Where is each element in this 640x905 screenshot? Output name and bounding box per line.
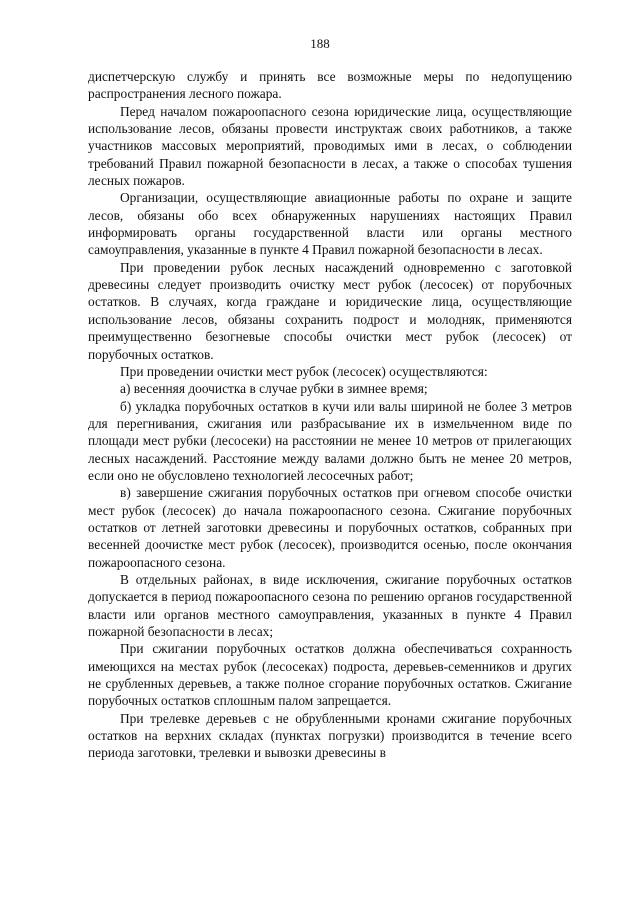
paragraph: Организации, осуществляющие авиационные работы по охране и защите лесов, обязаны обо всех обнаруженных нарушениях настоящих Правил информировать органы государственной власти или органы местного самоуправления, указанные в пункте 4 Правил пожарной безопасности в лесах.	[88, 190, 572, 258]
document-body	[88, 68, 572, 762]
paragraph: При трелевке деревьев с не обрубленными кронами сжигание порубочных остатков на верхних складах (пунктах погрузки) производится в течение всего периода заготовки, трелевки и вывозки древесины в	[88, 710, 572, 761]
paragraph: При проведении рубок лесных насаждений одновременно с заготовкой древесины следует производить очистку мест рубок (лесосек) от порубочных остатков. В случаях, когда граждане и юридические лица, осуществляющие использование лесов, обязаны сохранить подрост и молодняк, применяются преимущественно безогневые способы очистки мест рубок (лесосек) от порубочных остатков.	[88, 259, 572, 362]
paragraph-continuation: диспетчерскую службу и принять все возможные меры по недопущению распространения лесного пожара.	[88, 69, 572, 102]
list-item-b: б) укладка порубочных остатков в кучи или валы шириной не более 3 метров для перегнивания, сжигания или разбрасывание их в измельченном виде по площади мест рубки (лесосеки) на расстоянии не менее 10 метров от прилегающих лесных насаждений. Расстояние между валами должно быть не менее 20 метров, если оно не обусловлено технологией лесосечных работ;	[88, 398, 572, 483]
paragraph: В отдельных районах, в виде исключения, сжигание порубочных остатков допускается в период пожароопасного сезона по решению органов государственной власти или органов местного самоуправления, указанных в пункте 4 Правил пожарной безопасности в лесах;	[88, 571, 572, 639]
list-item-c: в) завершение сжигания порубочных остатков при огневом способе очистки мест рубок (лесосек) до начала пожароопасного сезона. Сжигание порубочных остатков от летней заготовки древесины и порубочных остатков, собранных при весенней доочистке мест рубок (лесосек), производится осенью, после окончания пожароопасного сезона.	[88, 485, 572, 570]
paragraph: Перед началом пожароопасного сезона юридические лица, осуществляющие использование лесов, обязаны провести инструктаж своих работников, а также участников массовых мероприятий, проводимых ими в лесах, о соблюдении требований Правил пожарной безопасности в лесах, а также о способах тушения лесных пожаров.	[88, 103, 572, 189]
page-number: 188	[310, 36, 330, 51]
list-item-a: а) весенняя доочистка в случае рубки в зимнее время;	[120, 381, 428, 397]
paragraph: При сжигании порубочных остатков должна обеспечиваться сохранность имеющихся на местах рубок (лесосеках) подроста, деревьев-семенников и других не срубленных деревьев, а также полное сгорание порубочных остатков. Сжигание порубочных остатков сплошным палом запрещается.	[88, 641, 572, 709]
paragraph: При проведении очистки мест рубок (лесосек) осуществляются:	[120, 363, 488, 379]
